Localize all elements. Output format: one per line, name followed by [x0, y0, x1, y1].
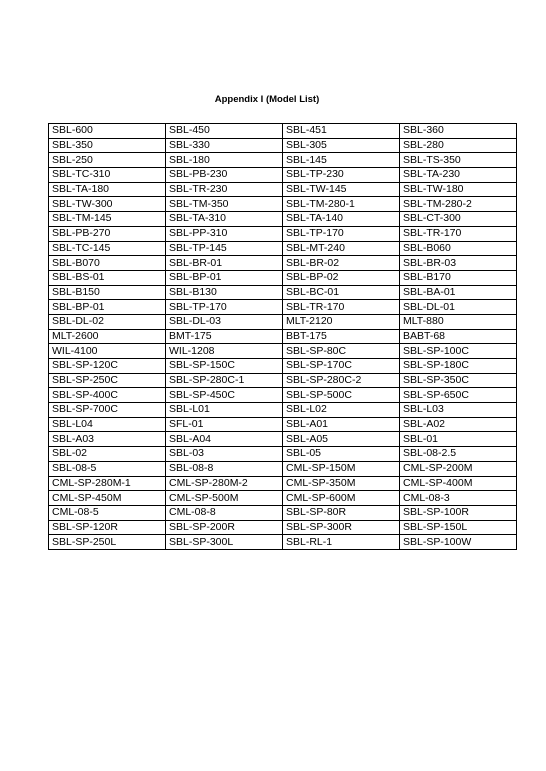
model-cell: SBL-TA-180: [49, 182, 166, 197]
model-cell: SBL-SP-350C: [400, 373, 517, 388]
model-cell: SBL-SP-280C-2: [283, 373, 400, 388]
table-row: [49, 432, 517, 447]
model-cell: SBL-360: [400, 124, 517, 139]
model-cell: SBL-145: [283, 153, 400, 168]
model-cell: SBL-PB-230: [166, 168, 283, 183]
model-cell: SBL-600: [49, 124, 166, 139]
table-row: [49, 270, 517, 285]
model-cell: SBL-03: [166, 447, 283, 462]
table-row: [49, 300, 517, 315]
model-cell: SBL-TR-170: [283, 300, 400, 315]
model-cell: SBL-DL-02: [49, 314, 166, 329]
model-cell: SBL-L03: [400, 403, 517, 418]
model-cell: SBL-SP-170C: [283, 359, 400, 374]
table-row: [49, 256, 517, 271]
model-cell: SBL-SP-150L: [400, 520, 517, 535]
model-cell: SBL-TM-145: [49, 212, 166, 227]
model-cell: SBL-01: [400, 432, 517, 447]
model-cell: SBL-TW-180: [400, 182, 517, 197]
model-cell: SFL-01: [166, 417, 283, 432]
model-cell: WIL-1208: [166, 344, 283, 359]
model-cell: CML-SP-280M-1: [49, 476, 166, 491]
model-cell: CML-SP-350M: [283, 476, 400, 491]
table-row: [49, 168, 517, 183]
model-cell: SBL-BS-01: [49, 270, 166, 285]
model-cell: SBL-RL-1: [283, 535, 400, 550]
table-row: [49, 314, 517, 329]
table-row: [49, 476, 517, 491]
table-row: [49, 403, 517, 418]
model-cell: SBL-TM-280-1: [283, 197, 400, 212]
model-cell: SBL-L04: [49, 417, 166, 432]
model-cell: SBL-SP-150C: [166, 359, 283, 374]
model-cell: SBL-05: [283, 447, 400, 462]
model-cell: BABT-68: [400, 329, 517, 344]
model-cell: SBL-TP-170: [166, 300, 283, 315]
table-row: [49, 388, 517, 403]
model-cell: SBL-TW-300: [49, 197, 166, 212]
model-cell: SBL-B170: [400, 270, 517, 285]
model-cell: MLT-2120: [283, 314, 400, 329]
model-cell: SBL-SP-200R: [166, 520, 283, 535]
model-cell: SBL-BP-02: [283, 270, 400, 285]
model-cell: MLT-2600: [49, 329, 166, 344]
model-cell: SBL-SP-120C: [49, 359, 166, 374]
table-row: [49, 344, 517, 359]
model-cell: CML-SP-450M: [49, 491, 166, 506]
table-row: [49, 153, 517, 168]
model-cell: SBL-180: [166, 153, 283, 168]
model-cell: CML-08-8: [166, 505, 283, 520]
model-cell: SBL-450: [166, 124, 283, 139]
model-cell: SBL-280: [400, 138, 517, 153]
model-cell: SBL-TP-170: [283, 226, 400, 241]
model-cell: SBL-PP-310: [166, 226, 283, 241]
table-row: [49, 212, 517, 227]
model-cell: SBL-TP-230: [283, 168, 400, 183]
model-cell: SBL-SP-180C: [400, 359, 517, 374]
model-cell: SBL-TP-145: [166, 241, 283, 256]
model-cell: SBL-TA-140: [283, 212, 400, 227]
table-row: [49, 461, 517, 476]
model-cell: CML-SP-280M-2: [166, 476, 283, 491]
model-cell: CML-SP-200M: [400, 461, 517, 476]
model-cell: SBL-TM-350: [166, 197, 283, 212]
model-cell: SBL-250: [49, 153, 166, 168]
model-cell: SBL-B060: [400, 241, 517, 256]
model-cell: SBL-PB-270: [49, 226, 166, 241]
model-cell: SBL-SP-100W: [400, 535, 517, 550]
model-cell: SBL-SP-450C: [166, 388, 283, 403]
table-row: [49, 124, 517, 139]
table-row: [49, 373, 517, 388]
table-row: [49, 359, 517, 374]
model-cell: CML-SP-400M: [400, 476, 517, 491]
table-row: [49, 520, 517, 535]
model-cell: SBL-330: [166, 138, 283, 153]
model-cell: SBL-CT-300: [400, 212, 517, 227]
model-cell: SBL-A02: [400, 417, 517, 432]
model-cell: SBL-TC-310: [49, 168, 166, 183]
model-cell: SBL-B130: [166, 285, 283, 300]
model-cell: SBL-TR-230: [166, 182, 283, 197]
model-cell: SBL-TW-145: [283, 182, 400, 197]
model-cell: CML-08-3: [400, 491, 517, 506]
model-cell: CML-SP-500M: [166, 491, 283, 506]
model-cell: SBL-BP-01: [166, 270, 283, 285]
model-cell: SBL-BR-02: [283, 256, 400, 271]
table-row: [49, 241, 517, 256]
model-cell: CML-08-5: [49, 505, 166, 520]
model-cell: SBL-08-2.5: [400, 447, 517, 462]
table-row: [49, 535, 517, 550]
model-cell: SBL-BC-01: [283, 285, 400, 300]
model-cell: SBL-A04: [166, 432, 283, 447]
model-cell: BBT-175: [283, 329, 400, 344]
model-cell: SBL-DL-01: [400, 300, 517, 315]
model-cell: SBL-02: [49, 447, 166, 462]
model-cell: SBL-SP-280C-1: [166, 373, 283, 388]
model-cell: SBL-305: [283, 138, 400, 153]
model-cell: SBL-SP-700C: [49, 403, 166, 418]
model-cell: SBL-451: [283, 124, 400, 139]
model-cell: SBL-MT-240: [283, 241, 400, 256]
model-cell: SBL-BA-01: [400, 285, 517, 300]
model-cell: MLT-880: [400, 314, 517, 329]
model-cell: SBL-L01: [166, 403, 283, 418]
model-cell: SBL-08-8: [166, 461, 283, 476]
model-cell: SBL-TS-350: [400, 153, 517, 168]
model-cell: SBL-TA-230: [400, 168, 517, 183]
model-cell: SBL-TA-310: [166, 212, 283, 227]
model-cell: BMT-175: [166, 329, 283, 344]
model-cell: SBL-SP-500C: [283, 388, 400, 403]
model-cell: SBL-SP-300L: [166, 535, 283, 550]
model-cell: SBL-SP-300R: [283, 520, 400, 535]
model-cell: SBL-A05: [283, 432, 400, 447]
model-cell: SBL-SP-650C: [400, 388, 517, 403]
model-cell: SBL-A03: [49, 432, 166, 447]
table-row: [49, 226, 517, 241]
model-cell: SBL-BR-03: [400, 256, 517, 271]
model-cell: SBL-TC-145: [49, 241, 166, 256]
table-row: [49, 285, 517, 300]
model-cell: SBL-B070: [49, 256, 166, 271]
model-cell: SBL-BP-01: [49, 300, 166, 315]
model-cell: SBL-B150: [49, 285, 166, 300]
model-cell: SBL-L02: [283, 403, 400, 418]
model-cell: SBL-SP-80C: [283, 344, 400, 359]
model-cell: SBL-SP-120R: [49, 520, 166, 535]
model-cell: SBL-A01: [283, 417, 400, 432]
model-list-body: [49, 124, 517, 550]
model-cell: SBL-TR-170: [400, 226, 517, 241]
model-cell: SBL-SP-250C: [49, 373, 166, 388]
table-row: [49, 329, 517, 344]
model-cell: SBL-08-5: [49, 461, 166, 476]
table-row: [49, 417, 517, 432]
table-row: [49, 138, 517, 153]
model-cell: SBL-SP-100C: [400, 344, 517, 359]
model-cell: CML-SP-600M: [283, 491, 400, 506]
model-cell: SBL-BR-01: [166, 256, 283, 271]
model-cell: SBL-SP-100R: [400, 505, 517, 520]
model-cell: SBL-SP-400C: [49, 388, 166, 403]
table-row: [49, 447, 517, 462]
model-cell: WIL-4100: [49, 344, 166, 359]
model-cell: SBL-DL-03: [166, 314, 283, 329]
model-cell: SBL-350: [49, 138, 166, 153]
model-cell: CML-SP-150M: [283, 461, 400, 476]
table-row: [49, 505, 517, 520]
page-title: Appendix I (Model List): [214, 94, 320, 105]
table-row: [49, 197, 517, 212]
table-row: [49, 182, 517, 197]
model-list-table: [48, 123, 517, 550]
model-cell: SBL-TM-280-2: [400, 197, 517, 212]
table-row: [49, 491, 517, 506]
model-cell: SBL-SP-80R: [283, 505, 400, 520]
model-cell: SBL-SP-250L: [49, 535, 166, 550]
